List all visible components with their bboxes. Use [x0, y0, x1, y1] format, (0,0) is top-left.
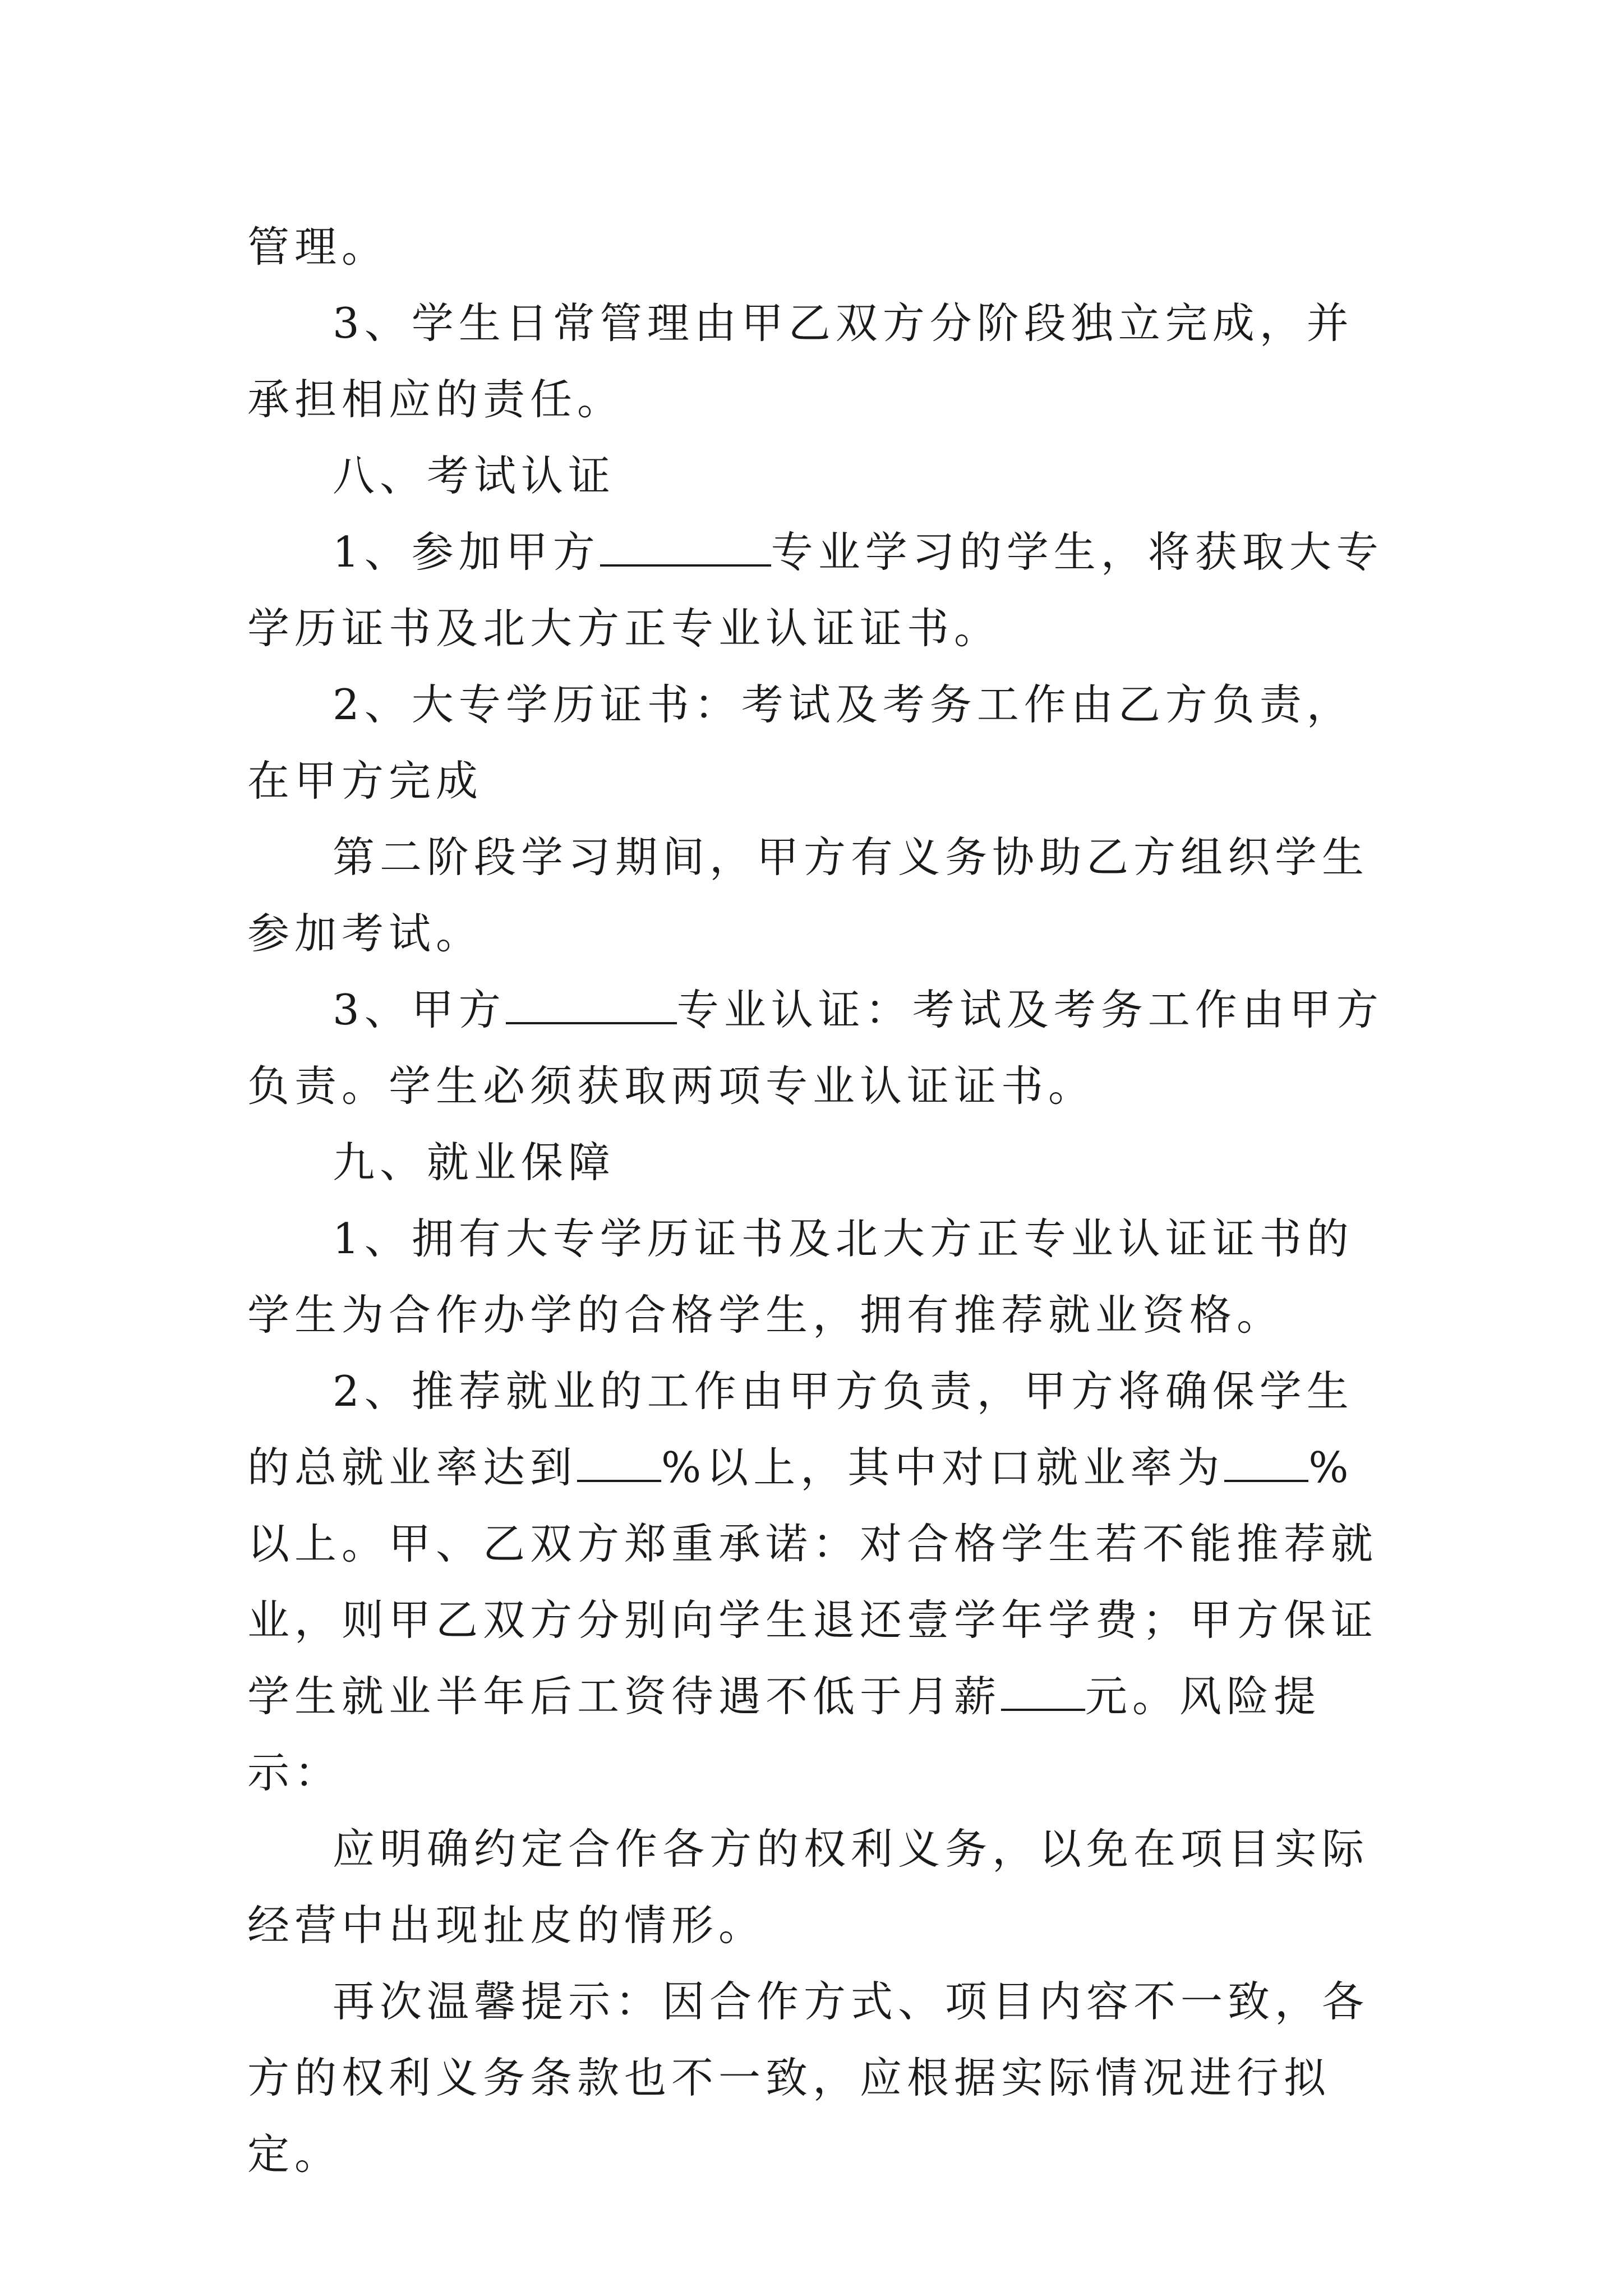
paragraph-employment-item-2-part-d: 元。风险提示：: [247, 1672, 1321, 1797]
paragraph-exam-item-2-continued: 第二阶段学习期间，甲方有义务协助乙方组织学生参加考试。: [247, 832, 1370, 958]
paragraph-employment-item-2-part-a: 2、推荐就业的工作由甲方负责，甲方将确保学生的总就业率达到: [247, 1366, 1354, 1492]
section-heading-exam-certification: 八、考试认证: [333, 451, 616, 500]
paragraph-employment-item-1: 1、拥有大专学历证书及北大方正专业认证证书的学生为合作办学的合格学生，拥有推荐就业资格。: [247, 1214, 1354, 1340]
paragraph-employment-item-2: [247, 1353, 1389, 1811]
blank-major-field-2: [506, 987, 677, 1024]
paragraph-risk-note: 应明确约定合作各方的权利义务，以免在项目实际经营中出现扯皮的情形。: [247, 1824, 1370, 1950]
paragraph-employment-item-2-part-b: %以上，其中对口就业率为: [661, 1443, 1225, 1492]
paragraph-exam-item-1-part-a: 1、参加甲方: [333, 527, 600, 577]
paragraph-exam-item-3-part-b: 专业认证：考试及考务工作由甲方负责。学生必须获取两项专业认证证书。: [247, 985, 1384, 1111]
paragraph-daily-management: 3、学生日常管理由甲乙双方分阶段独立完成，并承担相应的责任。: [247, 298, 1354, 424]
paragraph-exam-item-1: [247, 514, 1389, 666]
paragraph-exam-item-1-part-b: 专业学习的学生，将获取大专学历证书及北大方正专业认证证书。: [247, 527, 1384, 653]
paragraph-exam-item-3-part-a: 3、甲方: [333, 985, 506, 1034]
blank-total-employment-rate: [577, 1445, 661, 1482]
paragraph-employment-item-2-part-c: %以上。甲、乙双方郑重承诺：对合格学生若不能推荐就业，则甲乙双方分别向学生退还壹学年学费；甲方保证学生就业半年后工资待遇不低于月薪: [247, 1443, 1378, 1721]
blank-major-field-1: [600, 530, 771, 567]
section-heading-employment-guarantee: 九、就业保障: [333, 1138, 616, 1187]
document-body: [247, 209, 1389, 2192]
blank-matched-employment-rate: [1224, 1445, 1308, 1482]
paragraph-reminder: 再次温馨提示：因合作方式、项目内容不一致，各方的权利义务条款也不一致，应根据实际情况进行拟定。: [247, 1977, 1370, 2179]
paragraph-exam-item-3: [247, 972, 1389, 1124]
blank-monthly-salary: [1001, 1674, 1085, 1711]
paragraph-management-end: 管理。: [247, 222, 389, 272]
paragraph-exam-item-2: 2、大专学历证书：考试及考务工作由乙方负责，在甲方完成: [247, 680, 1354, 806]
